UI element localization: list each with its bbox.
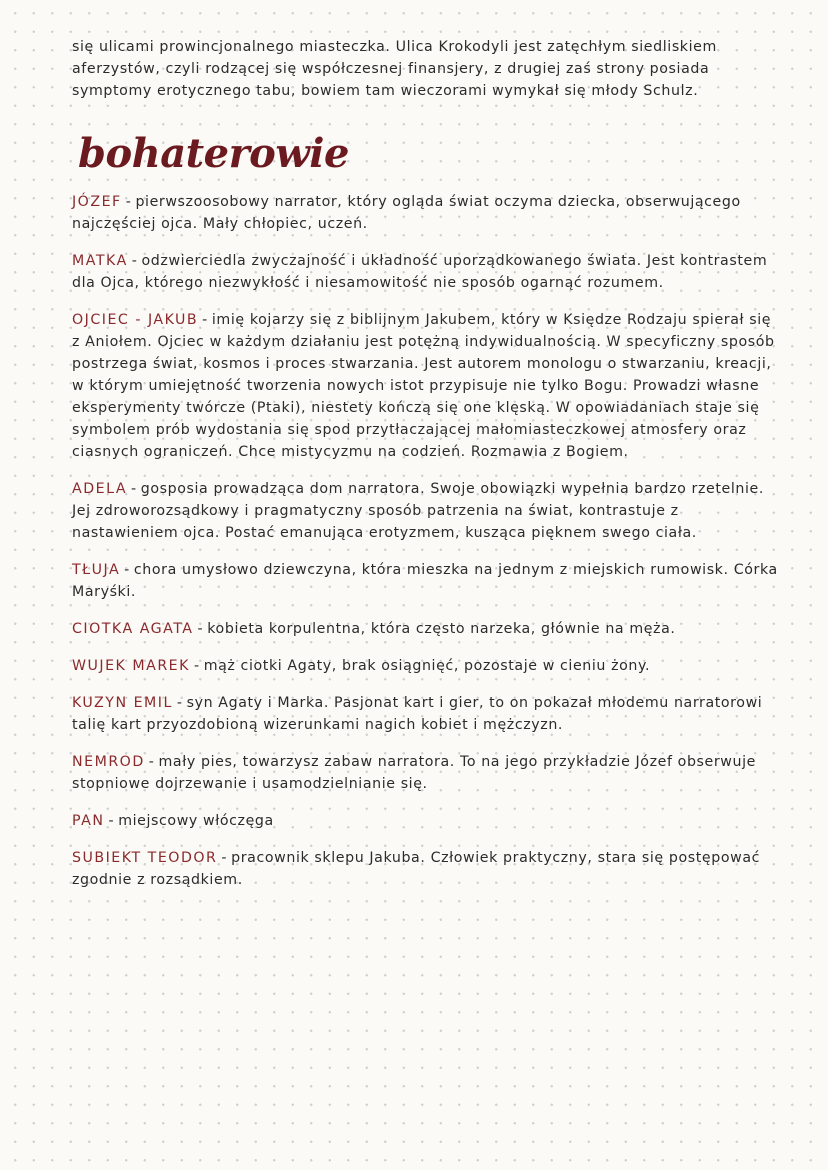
character-description: syn Agaty i Marka. Pasjonat kart i gier, to on pokazał młodemu narratorowi talię kart przyozdobioną wizerunkami nagich kobiet i mężczyzn. (72, 695, 763, 733)
character-entry: CIOTKA AGATA - kobieta korpulentna, która często narzeka, głównie na męża. (72, 621, 676, 637)
character-entry: WUJEK MAREK - mąż ciotki Agaty, brak osiągnięć, pozostaje w cieniu żony. (72, 658, 651, 674)
character-name: MATKA (72, 253, 128, 269)
character-entry: KUZYN EMIL - syn Agaty i Marka. Pasjonat kart i gier, to on pokazał młodemu narratorowi talię kart przyozdobioną wizerunkami nagich kobiet i mężczyzn. (72, 695, 763, 733)
character-name: KUZYN EMIL (72, 695, 173, 711)
character-description: chora umysłowo dziewczyna, która mieszka na jednym z miejskich rumowisk. Córka Maryśki. (72, 562, 778, 600)
intro-paragraph: się ulicami prowincjonalnego miasteczka. Ulica Krokodyli jest zatęchłym siedliskiem aferzystów, czyli rodzącej się współczesnej finansjery, z drugiej zaś strony posiada symptomy erotycznego tabu, bowiem tam wieczorami wymykał się młody Schulz. (72, 39, 717, 99)
character-entry: PAN - miejscowy włóczęga (72, 813, 274, 829)
section-heading: bohaterowie (78, 130, 349, 177)
character-description: imię kojarzy się z biblijnym Jakubem, który w Księdze Rodzaju spierał się z Aniołem. Ojciec w każdym działaniu jest potężną indywidualnością. W specyficzny sposób postrzega świat, kosmos i proces stwarzania. Jest autorem monologu o stwarzaniu, kreacji, w którym umiejętność tworzenia nowych istot przypisuje nie tylko Bogu. Prowadzi własne eksperymenty twórcze (Ptaki), niestety kończą się one klęską. W opowiadaniach staje się symbolem prób wydostania się spod przytłaczającej małomiasteczkowej atmosfery oraz ciasnych ograniczeń. Chce mistycyzmu na codzień. Rozmawia z Bogiem. (72, 312, 775, 460)
character-description: gosposia prowadząca dom narratora. Swoje obowiązki wypełnia bardzo rzetelnie. Jej zdroworozsądkowy i pragmatyczny sposób patrzenia na świat, kontrastuje z nastawieniem ojca. Postać emanująca erotyzmem, kusząca pięknem swego ciała. (72, 481, 764, 541)
character-name: OJCIEC - JAKUB (72, 312, 199, 328)
character-description: miejscowy włóczęga (118, 813, 274, 829)
character-entry: NEMROD - mały pies, towarzysz zabaw narratora. To na jego przykładzie Józef obserwuje stopniowe dojrzewanie i usamodzielnianie się. (72, 754, 756, 792)
character-entry: JÓZEF - pierwszoosobowy narrator, który ogląda świat oczyma dziecka, obserwującego najczęściej ojca. Mały chłopiec, uczeń. (72, 194, 741, 232)
character-entry: ADELA - gosposia prowadząca dom narratora. Swoje obowiązki wypełnia bardzo rzetelnie. Jej zdroworozsądkowy i pragmatyczny sposób patrzenia na świat, kontrastuje z nastawieniem ojca. Postać emanująca erotyzmem, kusząca pięknem swego ciała. (72, 481, 764, 541)
character-entry: OJCIEC - JAKUB - imię kojarzy się z biblijnym Jakubem, który w Księdze Rodzaju spierał się z Aniołem. Ojciec w każdym działaniu jest potężną indywidualnością. W specyficzny sposób postrzega świat, kosmos i proces stwarzania. Jest autorem monologu o stwarzaniu, kreacji, w którym umiejętność tworzenia nowych istot przypisuje nie tylko Bogu. Prowadzi własne eksperymenty twórcze (Ptaki), niestety kończą się one klęską. W opowiadaniach staje się symbolem prób wydostania się spod przytłaczającej małomiasteczkowej atmosfery oraz ciasnych ograniczeń. Chce mistycyzmu na codzień. Rozmawia z Bogiem. (72, 312, 775, 460)
character-description: mały pies, towarzysz zabaw narratora. To na jego przykładzie Józef obserwuje stopniowe dojrzewanie i usamodzielnianie się. (72, 754, 756, 792)
note-page (72, 36, 782, 906)
character-name: PAN (72, 813, 105, 829)
character-name: NEMROD (72, 754, 145, 770)
character-description: kobieta korpulentna, która często narzeka, głównie na męża. (207, 621, 676, 637)
character-description: mąż ciotki Agaty, brak osiągnięć, pozostaje w cieniu żony. (203, 658, 651, 674)
character-name: CIOTKA AGATA (72, 621, 194, 637)
character-description: pracownik sklepu Jakuba. Człowiek praktyczny, stara się postępować zgodnie z rozsądkiem. (72, 850, 761, 888)
character-name: JÓZEF (72, 194, 122, 210)
character-name: ADELA (72, 481, 128, 497)
character-entry: MATKA - odzwierciedla zwyczajność i układność uporządkowanego świata. Jest kontrastem dla Ojca, którego niezwykłość i niesamowitość nie sposób ogarnąć rozumem. (72, 253, 768, 291)
character-name: WUJEK MAREK (72, 658, 190, 674)
character-entry: TŁUJA - chora umysłowo dziewczyna, która mieszka na jednym z miejskich rumowisk. Córka Maryśki. (72, 562, 778, 600)
character-description: pierwszoosobowy narrator, który ogląda świat oczyma dziecka, obserwującego najczęściej ojca. Mały chłopiec, uczeń. (72, 194, 741, 232)
character-name: SUBIEKT TEODOR (72, 850, 218, 866)
character-name: TŁUJA (72, 562, 121, 578)
character-description: odzwierciedla zwyczajność i układność uporządkowanego świata. Jest kontrastem dla Ojca, którego niezwykłość i niesamowitość nie sposób ogarnąć rozumem. (72, 253, 768, 291)
character-entry: SUBIEKT TEODOR - pracownik sklepu Jakuba. Człowiek praktyczny, stara się postępować zgodnie z rozsądkiem. (72, 850, 761, 888)
